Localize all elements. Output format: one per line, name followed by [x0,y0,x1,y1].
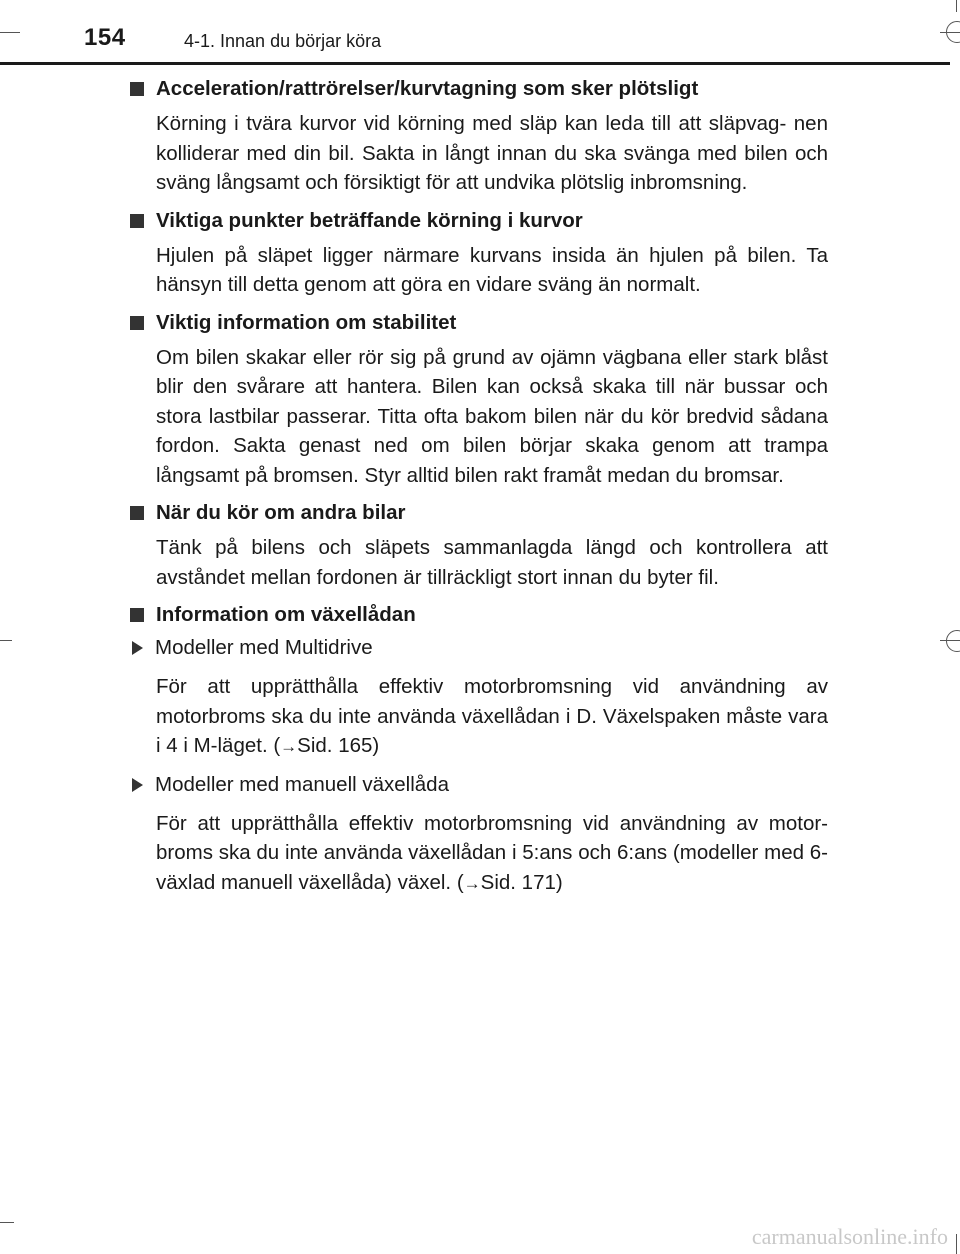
sub-item-label: Modeller med manuell växellåda [155,772,449,796]
square-bullet-icon [130,214,144,228]
sub-item [130,635,828,661]
section-paragraph: Om bilen skakar eller rör sig på grund av ojämn vägbana eller stark blåst blir den svårare att hantera. Bilen kan också skaka till när bussar och stora lastbilar passerar. Titta ofta bakom bilen när du kör bredvid sådana fordon. Sakta genast ned om bilen börjar skaka genom att trampa långsamt på bromsen. Styr alltid bilen rakt framåt medan du bromsar. [156,345,828,487]
section-heading-text: När du kör om andra bilar [156,501,406,524]
page-content [130,76,828,908]
paragraph-text: För att upprätthålla effektiv motorbromsning vid användning av motorbroms ska du inte använda växellådan i D. Växelspaken måste vara i 4 i M-läget. ( [156,675,828,757]
chapter-title: 4-1. Innan du börjar köra [184,31,382,51]
section-heading [130,208,828,233]
section-heading [130,76,828,101]
square-bullet-icon [130,82,144,96]
page-reference: Sid. 165 [297,734,373,757]
page-number: 154 [84,24,126,51]
square-bullet-icon [130,506,144,520]
section-heading-text: Information om växellådan [156,603,416,626]
crop-mark [0,640,12,641]
square-bullet-icon [130,608,144,622]
section-heading-text: Acceleration/rattrörelser/kurvtagning som sker plötsligt [156,77,699,100]
section-heading-text: Viktiga punkter beträffande körning i kurvor [156,208,583,232]
arrow-icon: → [280,737,298,756]
square-bullet-icon [130,316,144,330]
section-paragraph: Hjulen på släpet ligger närmare kurvans insida än hjulen på bilen. Ta hänsyn till detta genom att göra en vidare sväng än normalt. [156,243,828,296]
header-rule [0,62,950,65]
section-heading [130,602,828,627]
paragraph-text: För att upprätthålla effektiv motorbromsning vid användning av motor- broms ska du inte använda växellådan i 5:ans och 6:ans (modeller med 6-växlad manuell växellåda) växel. ( [156,811,828,894]
sub-item [130,772,828,798]
paragraph-text: ) [555,870,563,894]
sub-item-paragraph [156,672,828,762]
triangle-bullet-icon [132,778,143,792]
crop-mark [956,0,957,12]
section-heading [130,500,828,525]
crop-mark [0,32,20,33]
page-reference: Sid. 171 [480,870,556,894]
section-heading-text: Viktig information om stabilitet [156,310,457,334]
registration-mark-icon [946,630,960,652]
crop-mark [0,1222,14,1223]
sub-item-paragraph [156,809,828,899]
watermark: carmanualsonline.info [751,1224,948,1249]
page-header [0,0,960,66]
section-heading [130,310,828,335]
section-paragraph: Tänk på bilens och släpets sammanlagda längd och kontrollera att avståndet mellan fordonen är tillräckligt stort innan du byter fil. [156,536,828,589]
crop-mark [956,1234,957,1254]
crop-mark [940,32,960,33]
crop-mark [940,640,960,641]
arrow-icon: → [463,873,481,893]
section-paragraph: Körning i tvära kurvor vid körning med släp kan leda till att släpvag- nen kolliderar med din bil. Sakta in långt innan du ska svänga med bilen och sväng långsamt och försiktigt för att undvika plötslig inbromsning. [156,112,828,194]
paragraph-text: ) [372,734,380,757]
triangle-bullet-icon [132,641,143,655]
sub-item-label: Modeller med Multidrive [155,636,373,659]
